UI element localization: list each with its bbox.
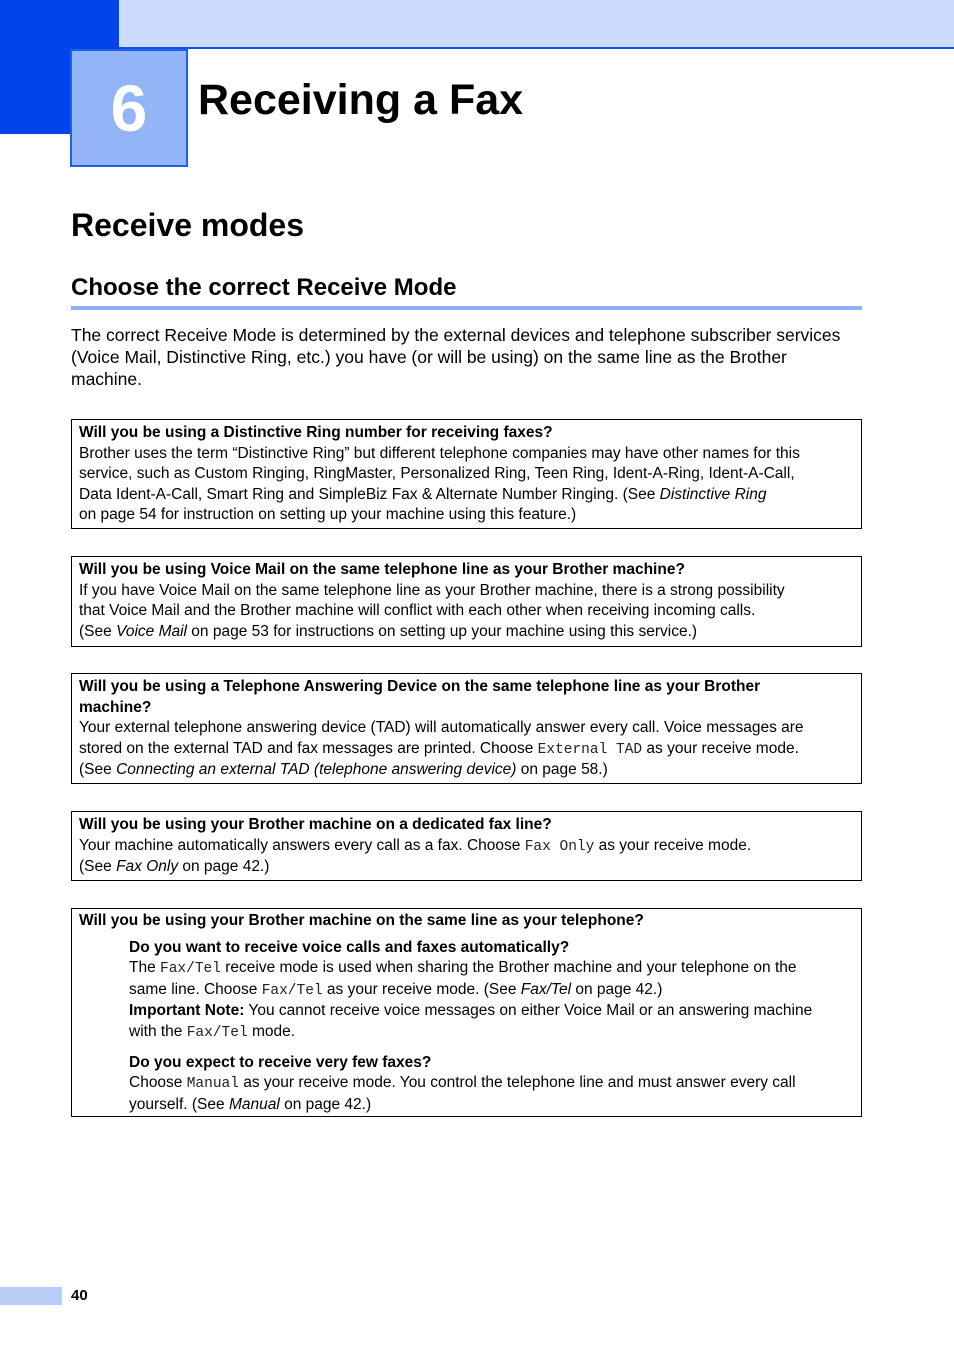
box-text: Data Ident-A-Call, Smart Ring and SimpleBiz Fax & Alternate Number Ringing. (See Distinctive Ring [79, 485, 767, 503]
box-text: service, such as Custom Ringing, RingMaster, Personalized Ring, Teen Ring, Ident-A-Ring, Ident-A-Call, [79, 465, 795, 483]
menu-option: Fax/Tel [160, 961, 221, 978]
box-text: on page 54 for instruction on setting up your machine using this feature.) [79, 506, 577, 524]
box-text: Choose Manual as your receive mode. You control the telephone line and must answer every call [129, 1074, 796, 1093]
menu-option: Manual [186, 1076, 239, 1093]
box-text: (See Connecting an external TAD (telephone answering device) on page 58.) [79, 761, 608, 779]
box-text: that Voice Mail and the Brother machine will conflict with each other when receiving incoming calls. [79, 602, 756, 620]
chapter-number: 6 [110, 71, 148, 145]
box-question: Will you be using your Brother machine on a dedicated fax line? [79, 816, 552, 833]
box-text: Your machine automatically answers every call as a fax. Choose Fax Only as your receive mode. [79, 836, 752, 855]
box-text: Brother uses the term “Distinctive Ring” but different telephone companies may have other names for this [79, 444, 800, 462]
note-label: Important Note: [129, 1002, 245, 1020]
box-question: machine? [79, 698, 152, 716]
chapter-number-box [70, 49, 188, 167]
menu-option: External TAD [537, 741, 643, 758]
chapter-title: Receiving a Fax [198, 76, 524, 124]
heading-rule [71, 306, 862, 310]
box-question: Will you be using a Telephone Answering Device on the same telephone line as your Brother [79, 678, 761, 695]
menu-option: Fax/Tel [261, 982, 323, 999]
cross-reference: Manual [228, 1095, 280, 1113]
footer-bar [0, 1287, 62, 1305]
box-text: Your external telephone answering device (TAD) will automatically answer every call. Voice messages are [79, 719, 804, 737]
answering-device-box [71, 673, 862, 784]
sub-question: Do you want to receive voice calls and faxes automatically? [129, 938, 570, 956]
cross-reference: Connecting an external TAD (telephone answering device) [116, 761, 517, 779]
sub-question-few-faxes [79, 1053, 853, 1116]
intro-paragraph: The correct Receive Mode is determined by the external devices and telephone subscriber services (Voice Mail, Distinctive Ring, etc.) you have (or will be using) on the same line as the Brother machine. [71, 325, 841, 389]
sub-question: Do you expect to receive very few faxes? [129, 1053, 432, 1071]
box-text: (See Voice Mail on page 53 for instructions on setting up your machine using this service.) [79, 622, 698, 640]
menu-option: Fax/Tel [186, 1024, 248, 1041]
box-question: Will you be using your Brother machine on the same line as your telephone? [79, 912, 644, 929]
box-question: Will you be using a Distinctive Ring number for receiving faxes? [79, 424, 553, 441]
dedicated-line-box [71, 811, 862, 881]
box-text: The Fax/Tel receive mode is used when sharing the Brother machine and your telephone on the [129, 959, 797, 978]
box-question: Will you be using Voice Mail on the same telephone line as your Brother machine? [79, 561, 685, 578]
cross-reference: Fax Only [116, 858, 179, 876]
box-text: with the Fax/Tel mode. [129, 1022, 296, 1041]
section-heading: Receive modes [71, 207, 305, 243]
box-text: stored on the external TAD and fax messages are printed. Choose External TAD as your receive mode. [79, 739, 799, 758]
menu-option: Fax Only [524, 838, 595, 855]
page-number: 40 [71, 1287, 88, 1304]
sub-question-automatic [79, 938, 853, 1044]
box-text: (See Fax Only on page 42.) [79, 858, 270, 876]
box-text: same line. Choose Fax/Tel as your receive mode. (See Fax/Tel on page 42.) [129, 980, 663, 999]
cross-reference: Fax/Tel [520, 980, 572, 998]
shared-line-box [71, 908, 862, 1117]
cross-reference: Distinctive Ring [659, 485, 767, 503]
box-text: If you have Voice Mail on the same telephone line as your Brother machine, there is a strong possibility [79, 581, 785, 599]
cross-reference: Voice Mail [116, 622, 187, 640]
distinctive-ring-box [71, 419, 862, 529]
important-note: Important Note: You cannot receive voice messages on either Voice Mail or an answering machine [129, 1002, 813, 1020]
voice-mail-box [71, 556, 862, 647]
subsection-heading: Choose the correct Receive Mode [71, 274, 457, 301]
box-text: yourself. (See Manual on page 42.) [129, 1095, 372, 1113]
header-band [0, 0, 954, 49]
